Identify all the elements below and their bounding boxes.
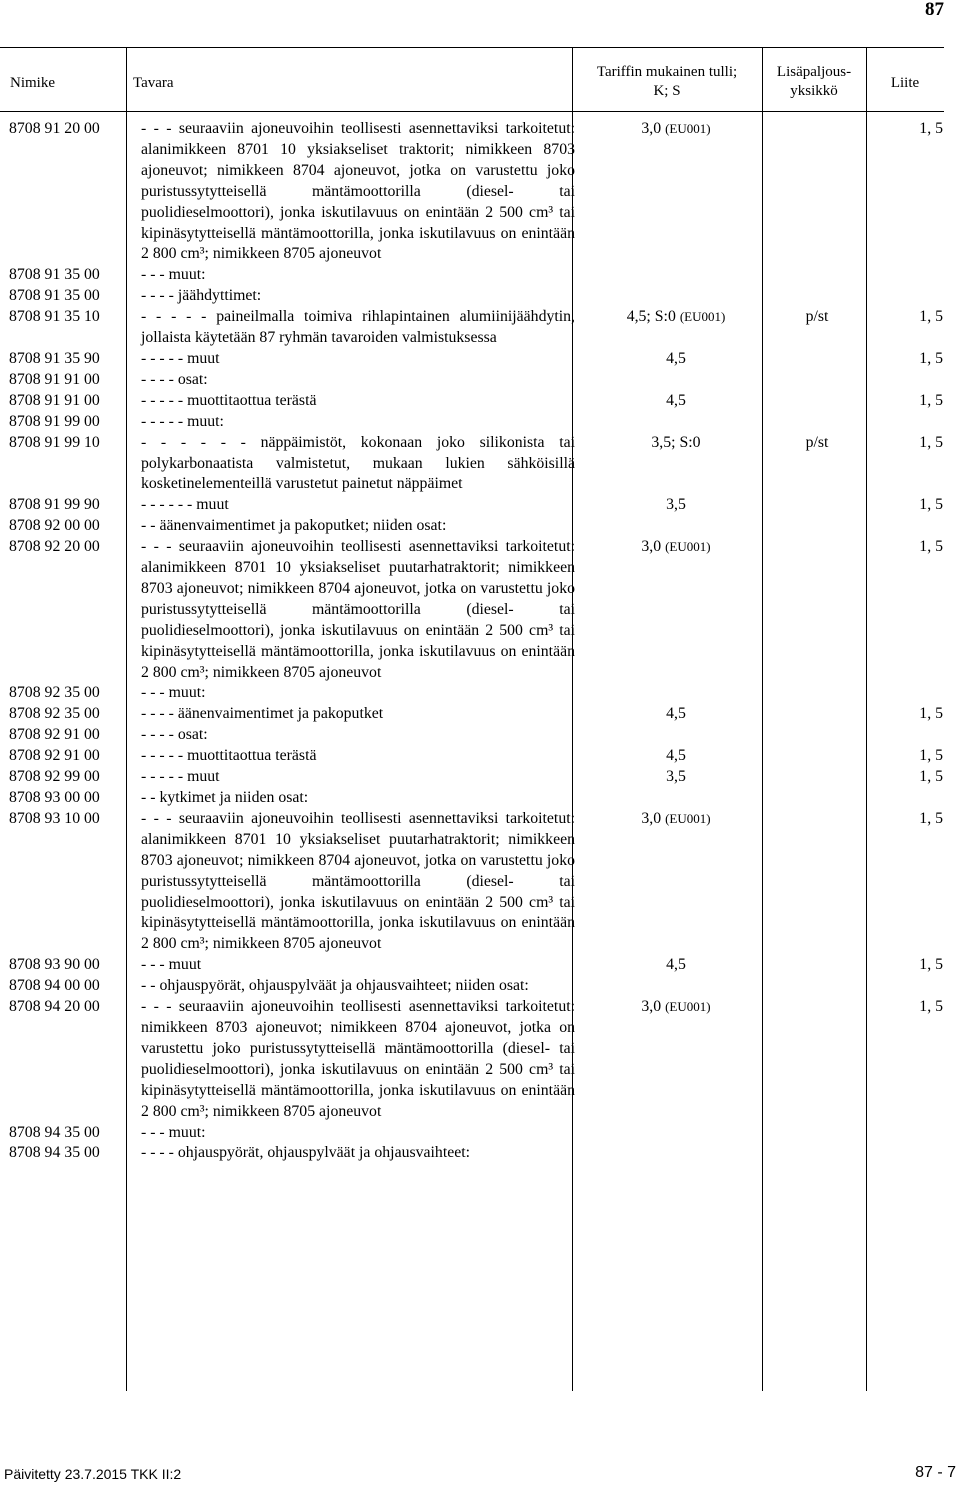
row-tariff — [575, 433, 777, 496]
row-level-dashes: - - - — [141, 1123, 165, 1141]
row-code: 8708 91 99 90 — [9, 496, 100, 514]
row-text: ohjauspyörät, ohjauspylväät ja ohjausvaihteet; niiden osat: — [159, 977, 529, 995]
row-supplementary-unit — [777, 997, 857, 1122]
row-tariff-value: 4,5; S:0 — [626, 308, 676, 326]
row-text: osat: — [177, 726, 208, 744]
row-text: näppäimistöt, kokonaan joko silikonista tai polykarbonaatista valmistetut, mukaan lukien sähköisillä kosketinelementeillä varustetut painetut näppäimet — [141, 433, 576, 493]
table-row — [0, 433, 944, 496]
row-tariff — [575, 516, 777, 537]
row-tariff — [575, 704, 777, 725]
row-liite: 1, 5 — [919, 998, 943, 1016]
row-supplementary-unit — [777, 391, 857, 412]
header-rule — [0, 111, 944, 112]
row-description — [134, 809, 575, 955]
row-code: 8708 92 35 00 — [9, 684, 100, 702]
row-tariff — [575, 119, 777, 265]
row-text: kytkimet ja niiden osat: — [159, 789, 309, 806]
row-code: 8708 92 91 00 — [9, 726, 100, 744]
table-row — [0, 997, 944, 1122]
table-row — [0, 370, 944, 391]
row-level-dashes: - - - — [141, 120, 172, 137]
row-text: seuraaviin ajoneuvoihin teollisesti asennettaviksi tarkoitetut: alanimikkeen 8701 10 yksiakseliset puutarhatraktorit; nimikkeen 8703 ajoneuvot; nimikkeen 8704 ajoneuvot, jotka on varustettu joko puristussytytteisellä mäntämoottorilla (diesel- tai puolidieselmoottori), jonka iskutilavuus on enintään 2 500 cm³ tai kipinäsytytteisellä mäntämoottorilla, jonka iskutilavuus on enintään 2 800 cm³; nimikkeen 8705 ajoneuvot — [141, 809, 575, 953]
row-description — [134, 433, 575, 496]
row-liite: 1, 5 — [919, 308, 943, 326]
row-level-dashes: - - - - - — [141, 349, 184, 367]
row-description — [134, 704, 575, 725]
table-row — [0, 119, 944, 265]
row-tariff — [575, 955, 777, 976]
row-tariff — [575, 767, 777, 788]
table-row — [0, 349, 944, 370]
row-liite: 1, 5 — [919, 538, 943, 556]
row-description — [134, 370, 575, 391]
row-liite — [857, 725, 943, 746]
row-supplementary-unit — [777, 788, 857, 809]
row-code: 8708 91 35 10 — [9, 308, 100, 326]
row-description — [134, 119, 575, 265]
table-row — [0, 767, 944, 788]
row-level-dashes: - - - — [141, 266, 165, 284]
row-description — [134, 495, 575, 516]
row-description — [134, 955, 575, 976]
row-tariff-value: 3,0 — [641, 809, 662, 827]
row-text: muut — [168, 956, 202, 974]
row-description — [134, 307, 575, 349]
row-code: 8708 93 90 00 — [9, 956, 100, 974]
row-text: muut — [187, 349, 220, 367]
table-row — [0, 746, 944, 767]
table-row — [0, 307, 944, 349]
row-text: muut: — [168, 266, 206, 284]
row-tariff — [575, 788, 777, 809]
row-liite: 1, 5 — [919, 433, 943, 451]
row-code: 8708 92 20 00 — [9, 538, 100, 556]
footer-page-ref: 87 - 7 — [915, 1464, 956, 1481]
row-level-dashes: - - - — [141, 538, 172, 556]
row-level-dashes: - - - - — [141, 1144, 174, 1162]
tariff-table-body — [0, 119, 944, 1164]
row-liite — [857, 265, 943, 286]
row-liite: 1, 5 — [919, 705, 943, 723]
row-tariff — [575, 537, 777, 683]
header-lisa-line1: Lisäpaljous- — [776, 64, 852, 80]
row-supplementary-unit — [777, 495, 857, 516]
row-liite — [857, 976, 943, 997]
row-supplementary-unit — [777, 370, 857, 391]
row-tariff-value: 4,5 — [666, 705, 686, 723]
row-description — [134, 516, 575, 537]
row-liite — [857, 1123, 943, 1144]
row-code: 8708 94 35 00 — [9, 1123, 100, 1141]
row-tariff — [575, 370, 777, 391]
row-level-dashes: - - — [141, 789, 156, 806]
row-description — [134, 391, 575, 412]
row-tariff — [575, 809, 777, 955]
row-description — [134, 725, 575, 746]
table-row — [0, 412, 944, 433]
row-tariff-value: 3,5 — [666, 496, 686, 514]
header-tavara: Tavara — [133, 75, 174, 91]
row-liite — [857, 516, 943, 537]
table-row — [0, 1123, 944, 1144]
table-row — [0, 1143, 944, 1164]
row-level-dashes: - - - - - — [141, 412, 184, 430]
header-tariff — [572, 63, 762, 101]
row-tariff-note: (EU001) — [665, 121, 711, 136]
row-level-dashes: - - - - - - — [141, 496, 193, 514]
row-level-dashes: - - - - — [141, 726, 174, 744]
row-tariff-value: 4,5 — [666, 391, 686, 409]
row-liite — [857, 788, 943, 809]
row-description — [134, 1123, 575, 1144]
row-code: 8708 94 20 00 — [9, 998, 100, 1016]
row-description — [134, 537, 575, 683]
table-row — [0, 955, 944, 976]
row-tariff-value: 3,5 — [666, 768, 686, 786]
row-tariff — [575, 286, 777, 307]
row-description — [134, 1143, 575, 1164]
row-tariff-value: 3,5; S:0 — [651, 433, 701, 451]
row-liite: 1, 5 — [919, 956, 943, 974]
row-level-dashes: - - - — [141, 809, 172, 827]
table-row — [0, 495, 944, 516]
row-tariff — [575, 1143, 777, 1164]
row-description — [134, 788, 575, 809]
row-tariff-value: 3,0 — [641, 538, 662, 556]
row-tariff — [575, 495, 777, 516]
table-row — [0, 537, 944, 683]
row-level-dashes: - - - - - — [141, 391, 184, 409]
row-text: seuraaviin ajoneuvoihin teollisesti asennettaviksi tarkoitetut: nimikkeen 8703 ajoneuvot; nimikkeen 8704 ajoneuvot, jotka on varustettu joko puristussytytteisellä mäntämoottorilla (diesel- tai puolidieselmoottori), jonka iskutilavuus on enintään 2 500 cm³ tai kipinäsytytteisellä mäntämoottorilla, jonka iskutilavuus on enintään 2 800 cm³; nimikkeen 8705 ajoneuvot — [141, 998, 575, 1120]
row-supplementary-unit — [777, 349, 857, 370]
row-description — [134, 767, 575, 788]
row-code: 8708 91 99 00 — [9, 412, 100, 430]
row-description — [134, 286, 575, 307]
row-tariff-value: 4,5 — [666, 747, 686, 765]
header-lisapaljousyksikko — [762, 63, 866, 101]
row-supplementary-unit — [777, 683, 857, 704]
row-level-dashes: - - - - — [141, 705, 174, 723]
row-liite: 1, 5 — [919, 809, 943, 827]
row-tariff — [575, 349, 777, 370]
row-description — [134, 683, 575, 704]
header-tariff-line1: Tariffin mukainen tulli; — [596, 64, 738, 80]
row-tariff-note: (EU001) — [665, 539, 711, 555]
row-code: 8708 92 91 00 — [9, 747, 100, 765]
table-row — [0, 788, 944, 809]
row-tariff-value: 3,0 — [641, 120, 662, 137]
row-text: seuraaviin ajoneuvoihin teollisesti asennettaviksi tarkoitetut: alanimikkeen 8701 10 yksiakseliset puutarhatraktorit; nimikkeen 8703 ajoneuvot; nimikkeen 8704 ajoneuvot, jotka on varustettu joko puristussytytteisellä mäntämoottorilla (diesel- tai puolidieselmoottori), jonka iskutilavuus on enintään 2 500 cm³ tai kipinäsytytteisellä mäntämoottorilla, jonka iskutilavuus on enintään 2 800 cm³; nimikkeen 8705 ajoneuvot — [141, 538, 575, 681]
top-rule — [0, 47, 944, 48]
row-tariff-note: (EU001) — [665, 999, 711, 1015]
row-supplementary-unit: p/st — [805, 308, 829, 326]
row-text: muut: — [187, 412, 224, 430]
row-code: 8708 93 00 00 — [9, 789, 100, 806]
row-tariff — [575, 976, 777, 997]
row-supplementary-unit — [777, 955, 857, 976]
row-liite — [857, 1143, 943, 1164]
row-supplementary-unit — [777, 767, 857, 788]
row-supplementary-unit — [777, 976, 857, 997]
row-level-dashes: - - - — [141, 956, 165, 974]
row-text: ohjauspyörät, ohjauspylväät ja ohjausvaihteet: — [177, 1144, 471, 1162]
row-code: 8708 91 35 00 — [9, 287, 100, 305]
row-liite — [857, 683, 943, 704]
row-level-dashes: - - — [141, 517, 156, 535]
header-lisa-line2: yksikkö — [790, 83, 838, 99]
header-tariff-line2: K; S — [653, 83, 681, 99]
row-tariff — [575, 725, 777, 746]
table-row — [0, 809, 944, 955]
row-level-dashes: - - - - — [141, 287, 174, 305]
header-nimike: Nimike — [10, 75, 55, 91]
row-tariff-value: 4,5 — [666, 349, 686, 367]
page-number: 87 — [925, 0, 944, 20]
header-liite: Liite — [890, 75, 920, 91]
row-tariff-value: 4,5 — [666, 956, 686, 974]
row-description — [134, 412, 575, 433]
row-description — [134, 349, 575, 370]
row-tariff — [575, 412, 777, 433]
row-tariff — [575, 683, 777, 704]
table-row — [0, 704, 944, 725]
table-row — [0, 516, 944, 537]
row-supplementary-unit — [777, 286, 857, 307]
row-liite — [857, 286, 943, 307]
row-code: 8708 91 99 10 — [9, 433, 100, 451]
row-text: muut: — [168, 1123, 206, 1141]
row-liite: 1, 5 — [919, 391, 943, 409]
table-row — [0, 725, 944, 746]
row-code: 8708 91 20 00 — [9, 120, 100, 137]
row-code: 8708 94 00 00 — [9, 977, 100, 995]
row-code: 8708 92 35 00 — [9, 705, 100, 723]
row-description — [134, 997, 575, 1122]
row-level-dashes: - - - - - - — [141, 433, 246, 451]
row-text: muottitaottua terästä — [187, 747, 317, 765]
row-text: muut: — [168, 684, 206, 702]
row-text: muut — [187, 768, 220, 786]
row-supplementary-unit — [777, 746, 857, 767]
row-code: 8708 93 10 00 — [9, 809, 100, 827]
row-tariff-note: (EU001) — [679, 309, 726, 325]
row-text: muottitaottua terästä — [187, 391, 317, 409]
table-row — [0, 391, 944, 412]
row-tariff — [575, 307, 777, 349]
row-liite: 1, 5 — [919, 496, 943, 514]
row-text: osat: — [177, 370, 208, 388]
row-tariff — [575, 391, 777, 412]
row-supplementary-unit — [777, 809, 857, 955]
row-description — [134, 265, 575, 286]
row-code: 8708 92 00 00 — [9, 517, 100, 535]
row-supplementary-unit — [777, 725, 857, 746]
row-level-dashes: - - - - - — [141, 768, 184, 786]
table-row — [0, 976, 944, 997]
row-tariff — [575, 997, 777, 1122]
row-supplementary-unit — [777, 1123, 857, 1144]
row-text: seuraaviin ajoneuvoihin teollisesti asennettaviksi tarkoitetut: alanimikkeen 8701 10 yksiakseliset traktorit; nimikkeen 8703 ajoneuvot; nimikkeen 8704 ajoneuvot, jotka on varustettu joko puristussytytteisellä mäntämoottorilla (diesel- tai puolidieselmoottori), jonka iskutilavuus on enintään 2 500 cm³ tai kipinäsytytteisellä mäntämoottorilla, jonka iskutilavuus on enintään 2 800 cm³; nimikkeen 8705 ajoneuvot — [141, 120, 575, 263]
row-tariff — [575, 265, 777, 286]
row-text: jäähdyttimet: — [177, 287, 262, 305]
row-level-dashes: - - - — [141, 684, 165, 702]
row-code: 8708 91 35 00 — [9, 266, 100, 284]
row-tariff — [575, 1123, 777, 1144]
row-supplementary-unit — [777, 119, 857, 265]
row-level-dashes: - - - - — [141, 370, 174, 388]
row-tariff-value: 3,0 — [641, 998, 662, 1016]
table-row — [0, 286, 944, 307]
row-liite — [857, 370, 943, 391]
row-text: äänenvaimentimet ja pakoputket — [177, 705, 384, 723]
row-description — [134, 976, 575, 997]
row-supplementary-unit — [777, 412, 857, 433]
row-tariff-note: (EU001) — [665, 810, 711, 826]
row-liite — [857, 412, 943, 433]
row-tariff — [575, 746, 777, 767]
row-code: 8708 91 35 90 — [9, 349, 100, 367]
row-text: muut — [196, 496, 229, 514]
row-description — [134, 746, 575, 767]
row-level-dashes: - - - — [141, 998, 172, 1016]
row-liite: 1, 5 — [919, 120, 943, 137]
table-row — [0, 265, 944, 286]
table-row — [0, 683, 944, 704]
row-level-dashes: - - - - - — [141, 747, 184, 765]
row-code: 8708 92 99 00 — [9, 768, 100, 786]
row-text: äänenvaimentimet ja pakoputket; niiden osat: — [159, 517, 447, 535]
row-text: paineilmalla toimiva rihlapintainen alumiinijäähdytin, jollaista käytetään 87 ryhmän tavaroiden valmistuksessa — [141, 308, 575, 347]
row-supplementary-unit: p/st — [805, 433, 829, 451]
row-liite: 1, 5 — [919, 768, 943, 786]
row-supplementary-unit — [777, 704, 857, 725]
footer-updated: Päivitetty 23.7.2015 TKK II:2 — [4, 1466, 182, 1482]
row-supplementary-unit — [777, 516, 857, 537]
row-level-dashes: - - - - - — [141, 308, 207, 326]
row-liite: 1, 5 — [919, 747, 943, 765]
row-liite: 1, 5 — [919, 349, 943, 367]
row-code: 8708 91 91 00 — [9, 391, 100, 409]
row-supplementary-unit — [777, 1143, 857, 1164]
row-code: 8708 94 35 00 — [9, 1144, 100, 1162]
row-level-dashes: - - — [141, 977, 156, 995]
row-code: 8708 91 91 00 — [9, 370, 100, 388]
row-supplementary-unit — [777, 537, 857, 683]
row-supplementary-unit — [777, 265, 857, 286]
